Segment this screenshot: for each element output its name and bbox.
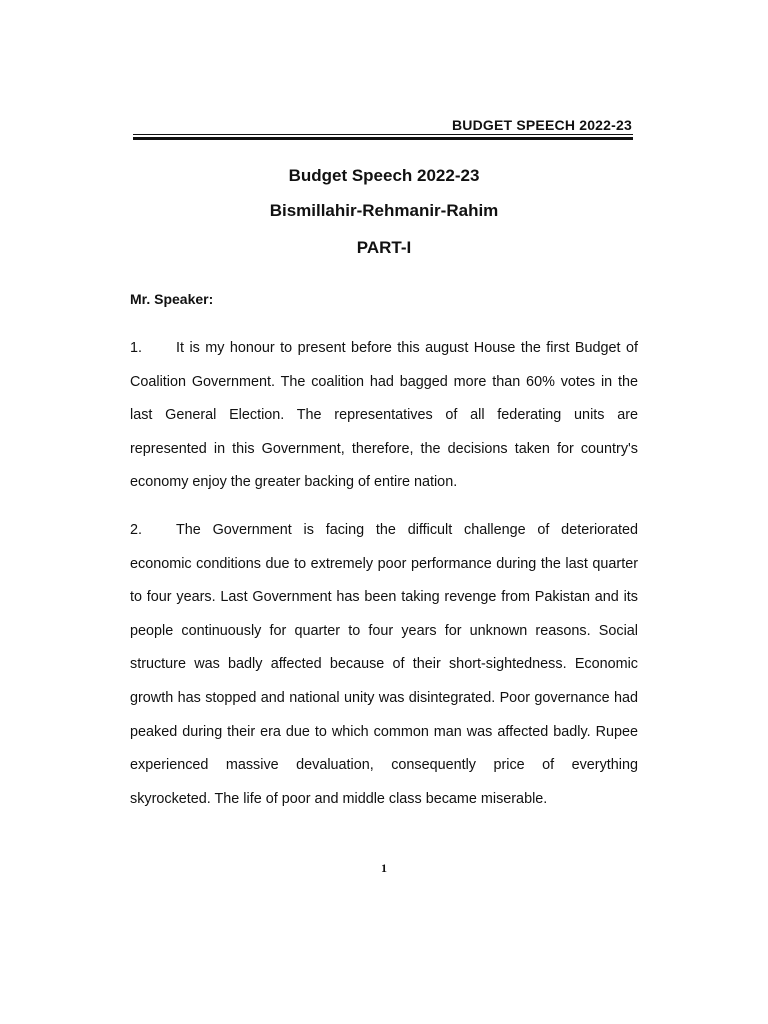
running-header-title: BUDGET SPEECH 2022-23: [451, 117, 632, 133]
header-rule-thick: [133, 137, 633, 140]
speech-title: Budget Speech 2022-23: [288, 166, 480, 185]
paragraph-2: [130, 514, 638, 816]
part-title: PART-I: [356, 238, 412, 257]
invocation-title: Bismillahir-Rehmanir-Rahim: [269, 201, 499, 220]
header-rule-thin: [133, 134, 633, 135]
paragraph-text: The Government is facing the difficult challenge of deteriorated economic conditions due to extremely poor performance during the last quarter to four years. Last Government has been taking revenge from Pakistan and its people continuously for quarter to four years for unknown reasons. Social structure was badly affected because of their short-sightedness. Economic growth has stopped and national unity was disintegrated. Poor governance had peaked during their era due to which common man was affected badly. Rupee experienced massive devaluation, consequently price of everything skyrocketed. The life of poor and middle class became miserable.: [130, 522, 638, 807]
salutation: Mr. Speaker:: [130, 291, 214, 307]
page-number: 1: [381, 861, 387, 875]
paragraph-text: It is my honour to present before this august House the first Budget of Coalition Government. The coalition had bagged more than 60% votes in the last General Election. The representatives of all federating units are represented in this Government, therefore, the decisions taken for country's economy enjoy the greater backing of entire nation.: [130, 340, 638, 491]
paragraph-number: 2.: [130, 522, 143, 538]
paragraph-number: 1.: [130, 340, 143, 356]
paragraph-1: [130, 332, 638, 500]
